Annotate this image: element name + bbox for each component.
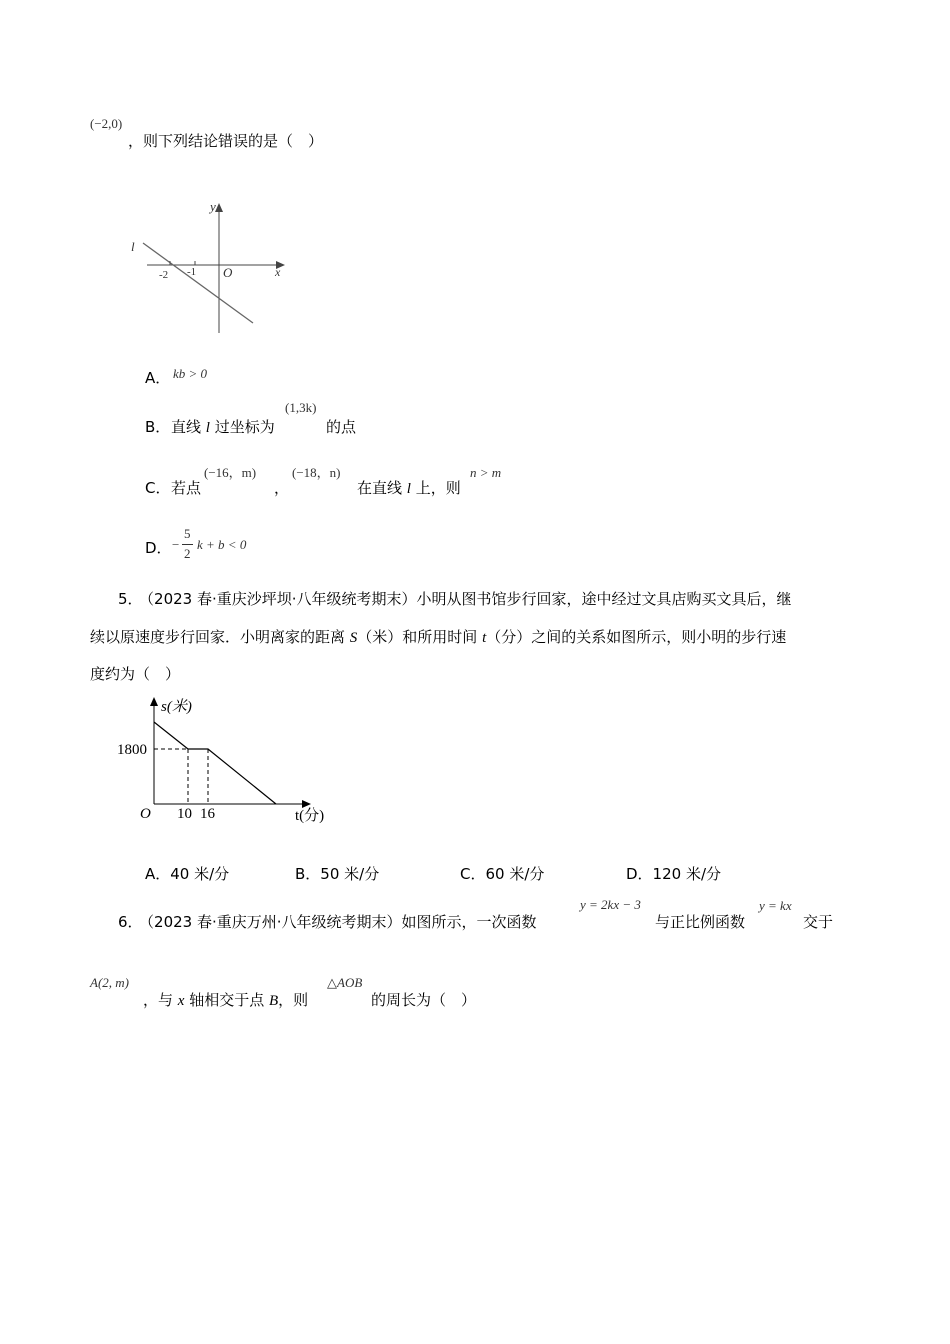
option-b-text2: 过坐标为 [209,418,275,436]
option-c-text [357,478,461,499]
y-label: y [210,199,216,214]
q6-text5: 的周长为（ ） [371,991,477,1009]
origin-label: O [223,265,233,280]
q6-math1: y = 2kx − 3 [580,897,641,912]
q6-text4c: ，则 [278,991,309,1009]
q5-line2b: （米）和所用时间 [357,628,483,646]
option-b-text [171,417,275,438]
q4-stem: ，则下列结论错误的是（ ） [128,132,324,150]
q6-var-b: B [269,993,279,1009]
tick-neg2-label: -2 [159,269,169,281]
option-d-expression [172,526,262,566]
q6-math3: △AOB [327,975,363,990]
s-axis-label-text: s(米) [161,699,192,715]
option-d-num: 5 [184,526,191,541]
q5-line3: 度约为（ ） [90,665,181,683]
q5-option-d: D．120 米/分 [626,865,722,883]
option-c-math3: n > m [470,465,502,480]
q5-option-b: B．50 米/分 [295,865,380,883]
q5-distance-time-graph [110,690,340,830]
option-a-math: kb > 0 [173,366,208,381]
q5-var-t: t [482,630,487,646]
option-c-text1: 若点 [171,479,202,497]
option-c-var: l [406,481,411,497]
option-d-fraction-bar [182,544,193,545]
q6-text4a: ，与 [143,991,178,1009]
q6-var-x: x [177,993,185,1009]
option-c-math2: (−18，n) [292,465,341,480]
option-d-letter: D． [145,539,172,557]
q6-text4b: 轴相交于点 [184,991,269,1009]
q5-line2c: （分）之间的关系如图所示，则小明的步行速 [486,628,787,646]
x-tick-16: 16 [200,806,215,822]
tick-neg1-label: -1 [187,266,197,278]
option-b-math-value: (1,3k) [285,400,317,415]
q5-line1-text: 小明从图书馆步行回家，途中经过文具店购买文具后，继 [416,590,792,608]
option-b-var: l [205,420,210,436]
option-a-letter: A． [145,369,171,387]
q6-math2: y = kx [759,898,792,913]
q5-line2 [90,627,786,648]
line-l-label: l [131,239,135,254]
t-axis-arrow [302,800,311,808]
x-tick-10: 10 [177,806,192,822]
option-b-text3: 的点 [326,418,357,436]
q5-var-s: S [349,630,358,646]
q6-source: （2023 春·重庆万州·八年级统考期末） [146,913,402,931]
t-axis-label: t(分) [295,808,325,824]
q6-line2-text [143,990,308,1011]
q6-number: 6． [118,913,143,931]
q5-line1 [118,589,792,609]
distance-polyline [154,722,276,804]
q6-text3: 交于 [803,913,834,931]
option-c-letter: C． [145,479,171,497]
q5-origin-label: O [140,806,151,822]
q6-text2: 与正比例函数 [655,913,746,931]
option-b-text1: 直线 [171,418,206,436]
q4-line-graph [125,195,295,340]
option-b-math [285,400,316,416]
q5-option-c: C．60 米/分 [460,865,545,883]
option-c-sep: ， [274,479,290,497]
q5-option-a: A．40 米/分 [145,865,230,883]
option-d-neg: − [172,537,180,552]
option-d-math: k + b < 0 [197,537,247,552]
q5-line2a: 续以原速度步行回家．小明离家的距离 [90,628,350,646]
option-b-letter: B． [145,418,171,436]
s-axis-label [161,698,192,715]
q6-line1-left [118,912,537,932]
point-coordinate: (−2,0) [90,116,123,131]
option-c-text2: 在直线 [357,479,407,497]
q5-source: （2023 春·重庆沙坪坝·八年级统考期末） [146,590,417,608]
line-l [143,243,253,323]
x-label: x [275,265,281,279]
y-tick-1800: 1800 [117,742,147,758]
q6-text1: 如图所示，一次函数 [401,913,537,931]
s-axis-arrow [150,697,158,706]
option-d-den: 2 [184,546,191,561]
option-c-math1: (−16，m) [204,465,257,480]
option-c-text3: 上，则 [410,479,461,497]
q6-point-a: A(2, m) [90,975,129,990]
q5-number: 5． [118,590,143,608]
y-axis-arrow [215,203,223,212]
